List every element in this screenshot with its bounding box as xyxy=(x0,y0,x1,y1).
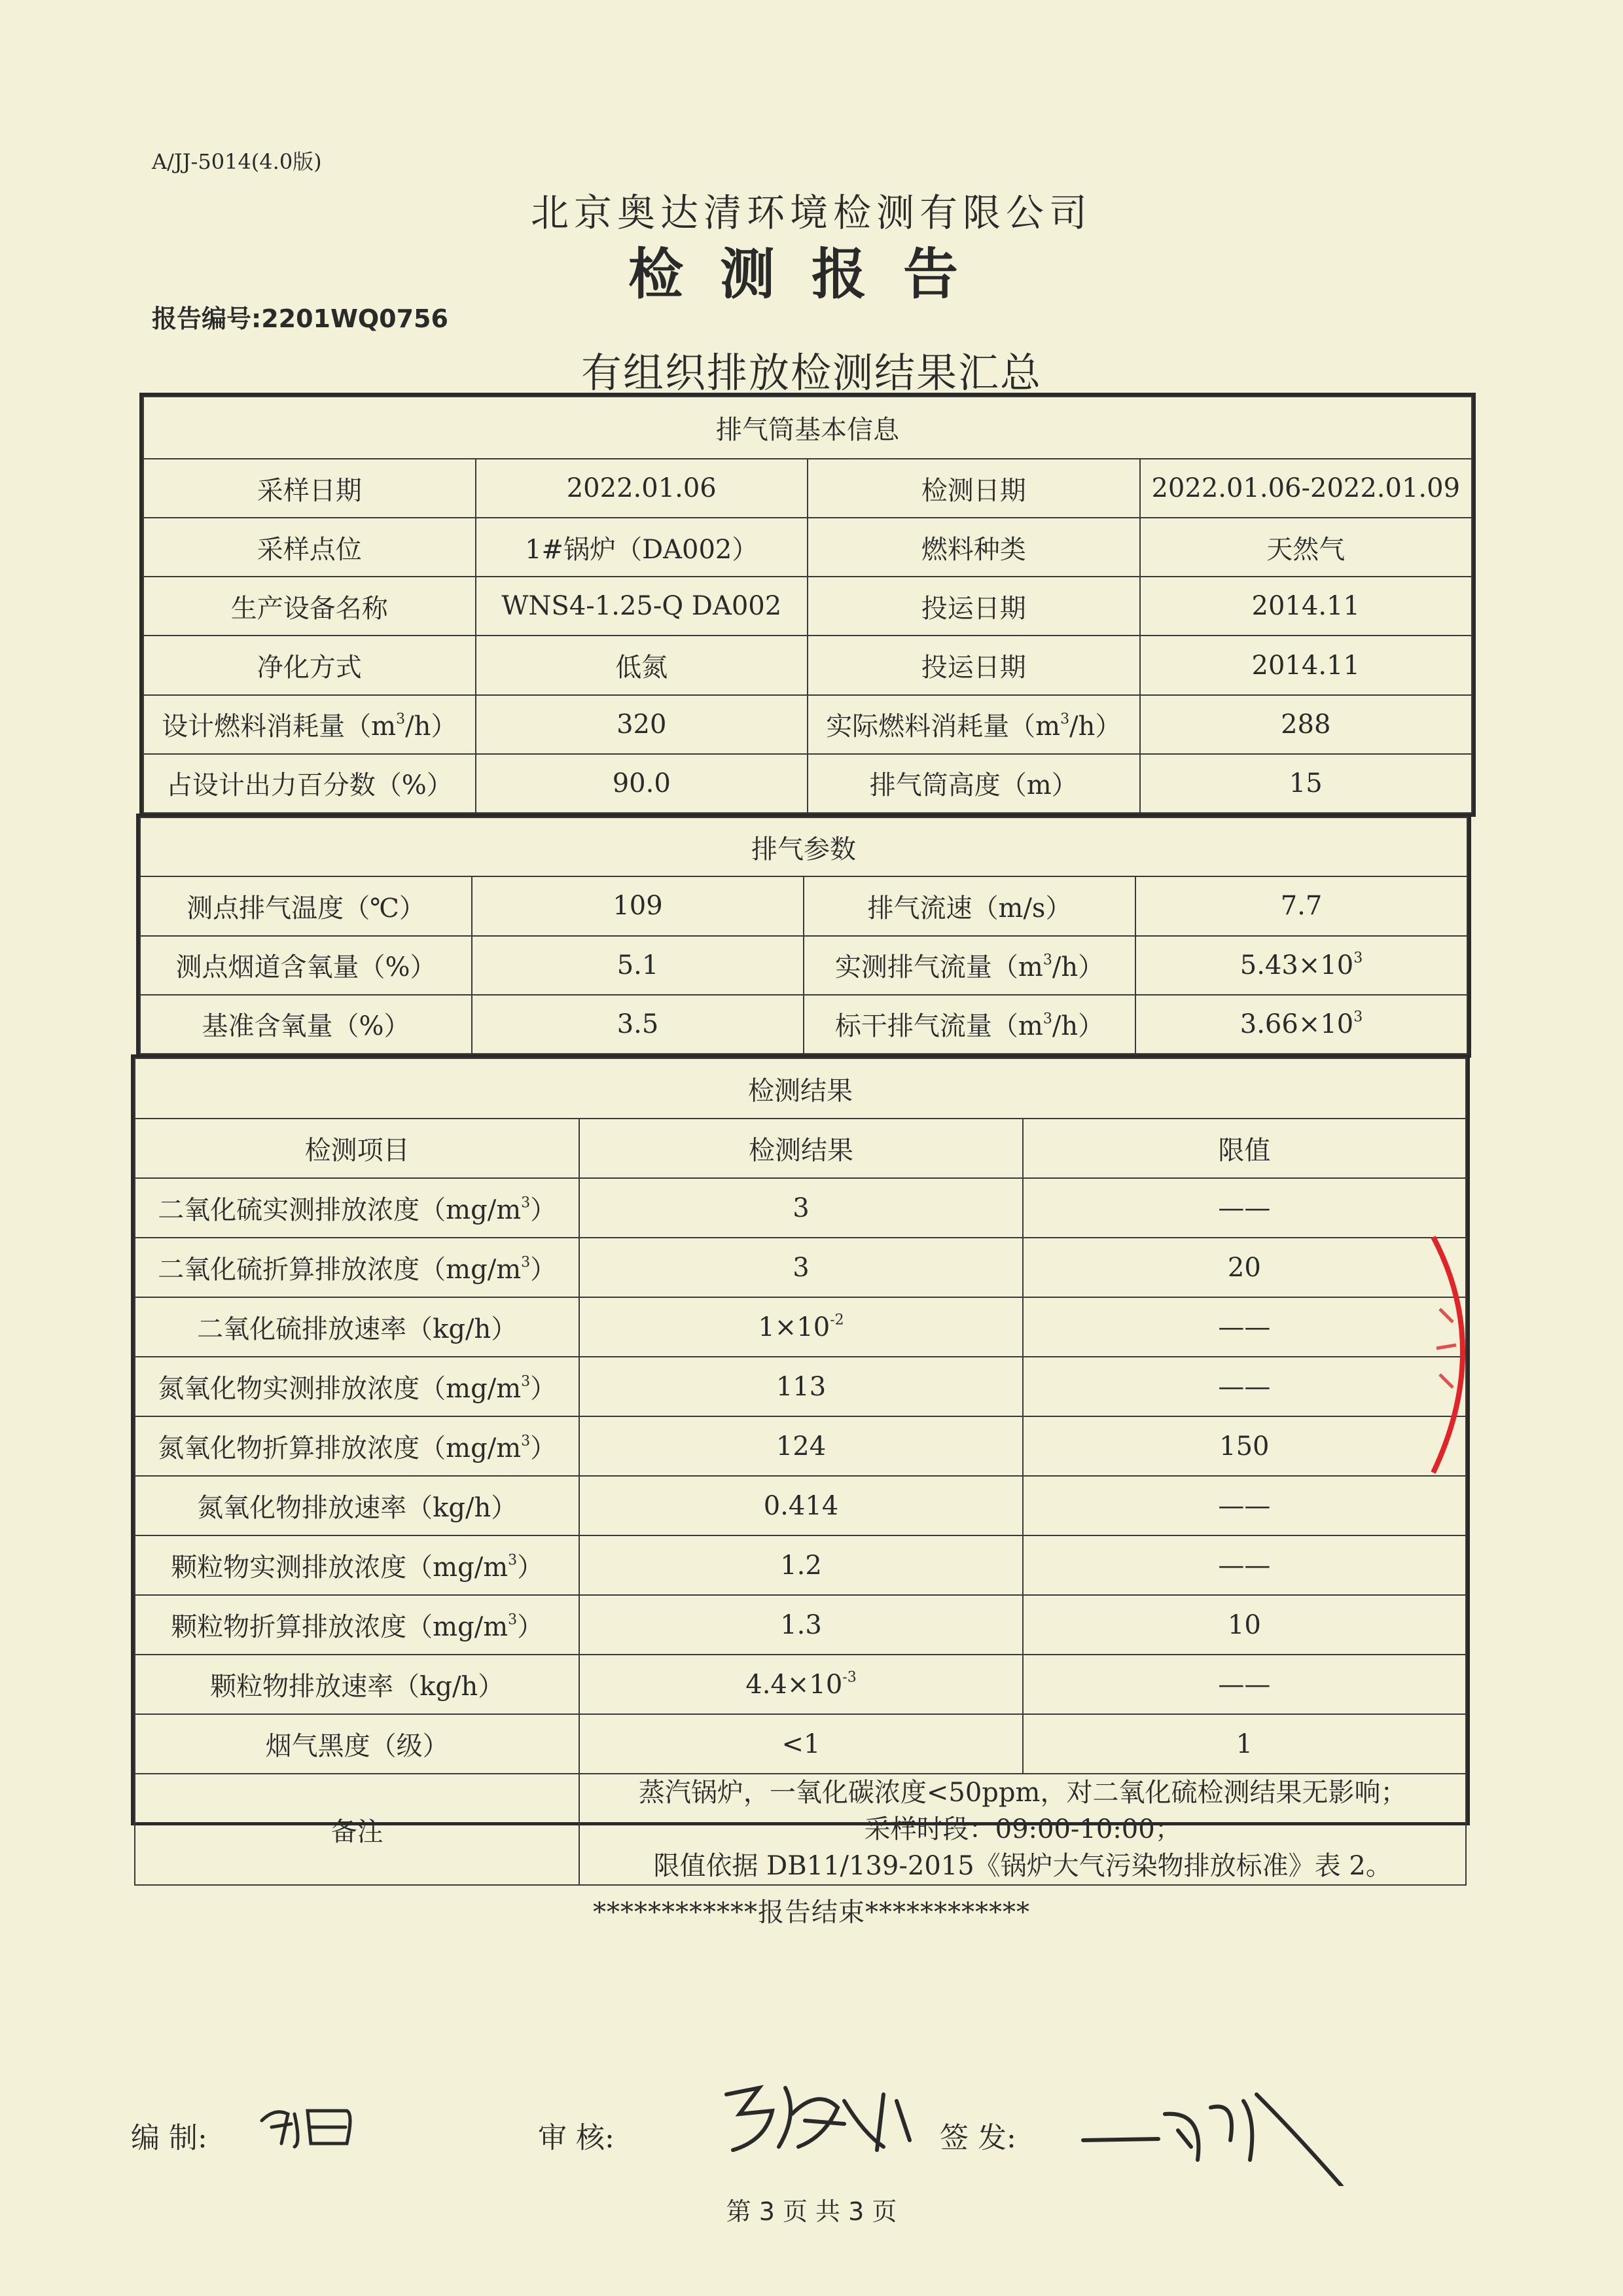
test-results-table xyxy=(131,1054,1470,1881)
row-value: 109 xyxy=(472,876,804,935)
remarks-label: 备注 xyxy=(135,1774,579,1885)
limit-value: 1 xyxy=(1023,1714,1466,1774)
test-item: 氮氧化物折算排放浓度$(mg/m^3)$ xyxy=(135,1416,579,1476)
stack-basic-info-table xyxy=(139,393,1476,817)
row-label: 基准含氧量（%） xyxy=(140,995,472,1054)
row-label: 排气流速（m/s） xyxy=(804,876,1135,935)
report-number: 报告编号:2201WQ0756 xyxy=(152,304,448,333)
remarks-line: 限值依据 DB11/139-2015《锅炉大气污染物排放标准》表 2。 xyxy=(653,1851,1392,1881)
test-item: 烟气黑度（级） xyxy=(135,1714,579,1774)
reviewed-by-label: 审 核: xyxy=(538,2121,615,2155)
test-result: 124 xyxy=(579,1416,1022,1476)
document-code: A/JJ-5014(4.0版) xyxy=(152,149,322,174)
company-name: 北京奥达清环境检测有限公司 xyxy=(530,190,1092,235)
table-row xyxy=(143,577,1472,636)
page-number: 第 3 页 共 3 页 xyxy=(726,2197,897,2226)
row-value: 320 xyxy=(476,695,808,754)
limit-value: 10 xyxy=(1023,1595,1466,1655)
table-row xyxy=(140,936,1467,995)
test-result: 1.2 xyxy=(579,1535,1022,1595)
issued-by-label: 签 发: xyxy=(940,2121,1016,2155)
section-header: 排气筒基本信息 xyxy=(143,397,1472,459)
table-row xyxy=(135,1535,1466,1595)
row-label: 标干排气流量$(m^3/h)$ xyxy=(804,995,1135,1054)
test-item: 氮氧化物排放速率（kg/h） xyxy=(135,1476,579,1535)
row-value: 2022.01.06-2022.01.09 xyxy=(1140,459,1472,518)
row-label: 燃料种类 xyxy=(808,518,1140,577)
limit-value: —— xyxy=(1023,1297,1466,1357)
row-value: 288 xyxy=(1140,695,1472,754)
test-result: 1.3 xyxy=(579,1595,1022,1655)
column-header-row xyxy=(135,1119,1466,1178)
limit-value: —— xyxy=(1023,1357,1466,1416)
column-header: 限值 xyxy=(1023,1119,1466,1178)
limit-value: 20 xyxy=(1023,1238,1466,1297)
table-row xyxy=(135,1714,1466,1774)
limit-value: —— xyxy=(1023,1655,1466,1714)
test-result: 0.414 xyxy=(579,1476,1022,1535)
row-label: 占设计出力百分数（%） xyxy=(143,754,476,813)
row-label: 投运日期 xyxy=(808,636,1140,694)
test-item: 氮氧化物实测排放浓度$(mg/m^3)$ xyxy=(135,1357,579,1416)
row-value: 3.5 xyxy=(472,995,804,1054)
summary-title: 有组织排放检测结果汇总 xyxy=(580,349,1042,397)
row-label: 实际燃料消耗量$(m^3/h)$ xyxy=(808,695,1140,754)
row-label: 投运日期 xyxy=(808,577,1140,636)
limit-value: —— xyxy=(1023,1178,1466,1238)
issuer-signature xyxy=(1080,2055,1394,2186)
table-row xyxy=(135,1416,1466,1476)
test-result: 113 xyxy=(579,1357,1022,1416)
row-label: 实测排气流量$(m^3/h)$ xyxy=(804,936,1135,995)
table-row xyxy=(143,459,1472,518)
limit-value: —— xyxy=(1023,1535,1466,1595)
row-label: 测点排气温度（℃） xyxy=(140,876,472,935)
compiler-signature xyxy=(255,2094,360,2153)
row-label: 采样点位 xyxy=(143,518,476,577)
document-title: 检测报告 xyxy=(628,242,995,306)
test-result: 3 xyxy=(579,1238,1022,1297)
compiled-by-label: 编 制: xyxy=(131,2121,207,2155)
test-item: 颗粒物排放速率（kg/h） xyxy=(135,1655,579,1714)
remarks-line: 采样时段：09:00-10:00； xyxy=(864,1814,1181,1844)
row-value: 低氮 xyxy=(476,636,808,694)
row-value: $5.43\times 10^3$ xyxy=(1135,936,1467,995)
seal-stamp xyxy=(1420,1230,1499,1479)
test-item: 二氧化硫实测排放浓度$(mg/m^3)$ xyxy=(135,1178,579,1238)
row-value: 2022.01.06 xyxy=(476,459,808,518)
table-row xyxy=(143,754,1472,813)
test-result: <1 xyxy=(579,1714,1022,1774)
report-end-marker: ************报告结束************ xyxy=(593,1897,1030,1928)
limit-value: 150 xyxy=(1023,1416,1466,1476)
table-row xyxy=(140,995,1467,1054)
row-value: 15 xyxy=(1140,754,1472,813)
row-value: 1#锅炉（DA002） xyxy=(476,518,808,577)
table-row xyxy=(135,1655,1466,1714)
table-row xyxy=(143,518,1472,577)
row-value: 天然气 xyxy=(1140,518,1472,577)
table-row xyxy=(135,1178,1466,1238)
column-header: 检测结果 xyxy=(579,1119,1022,1178)
exhaust-parameters-table xyxy=(136,814,1471,1058)
test-item: 二氧化硫排放速率（kg/h） xyxy=(135,1297,579,1357)
limit-value: —— xyxy=(1023,1476,1466,1535)
row-label: 检测日期 xyxy=(808,459,1140,518)
test-item: 颗粒物实测排放浓度$(mg/m^3)$ xyxy=(135,1535,579,1595)
test-result: 3 xyxy=(579,1178,1022,1238)
test-result: $4.4\times 10^{-3}$ xyxy=(579,1655,1022,1714)
row-value: 90.0 xyxy=(476,754,808,813)
row-label: 采样日期 xyxy=(143,459,476,518)
table-row xyxy=(135,1595,1466,1655)
table-row xyxy=(135,1476,1466,1535)
row-value: 5.1 xyxy=(472,936,804,995)
table-row xyxy=(135,1238,1466,1297)
test-result: $1\times 10^{-2}$ xyxy=(579,1297,1022,1357)
row-label: 设计燃料消耗量$(m^3/h)$ xyxy=(143,695,476,754)
row-value: WNS4-1.25-Q DA002 xyxy=(476,577,808,636)
table-row xyxy=(140,876,1467,935)
row-label: 排气筒高度（m） xyxy=(808,754,1140,813)
column-header: 检测项目 xyxy=(135,1119,579,1178)
remarks-line: 蒸汽锅炉，一氧化碳浓度<50ppm，对二氧化硫检测结果无影响； xyxy=(638,1778,1407,1808)
row-value: $3.66\times 10^3$ xyxy=(1135,995,1467,1054)
row-label: 生产设备名称 xyxy=(143,577,476,636)
section-header: 排气参数 xyxy=(140,817,1467,876)
table-row xyxy=(143,695,1472,754)
row-value: 2014.11 xyxy=(1140,577,1472,636)
row-label: 净化方式 xyxy=(143,636,476,694)
table-row xyxy=(143,636,1472,694)
reviewer-signature xyxy=(713,2075,923,2160)
remarks-text xyxy=(579,1774,1466,1885)
remarks-row xyxy=(135,1774,1466,1885)
table-row xyxy=(135,1297,1466,1357)
row-label: 测点烟道含氧量（%） xyxy=(140,936,472,995)
table-row xyxy=(135,1357,1466,1416)
test-item: 颗粒物折算排放浓度$(mg/m^3)$ xyxy=(135,1595,579,1655)
test-item: 二氧化硫折算排放浓度$(mg/m^3)$ xyxy=(135,1238,579,1297)
section-header: 检测结果 xyxy=(135,1058,1466,1119)
row-value: 2014.11 xyxy=(1140,636,1472,694)
row-value: 7.7 xyxy=(1135,876,1467,935)
